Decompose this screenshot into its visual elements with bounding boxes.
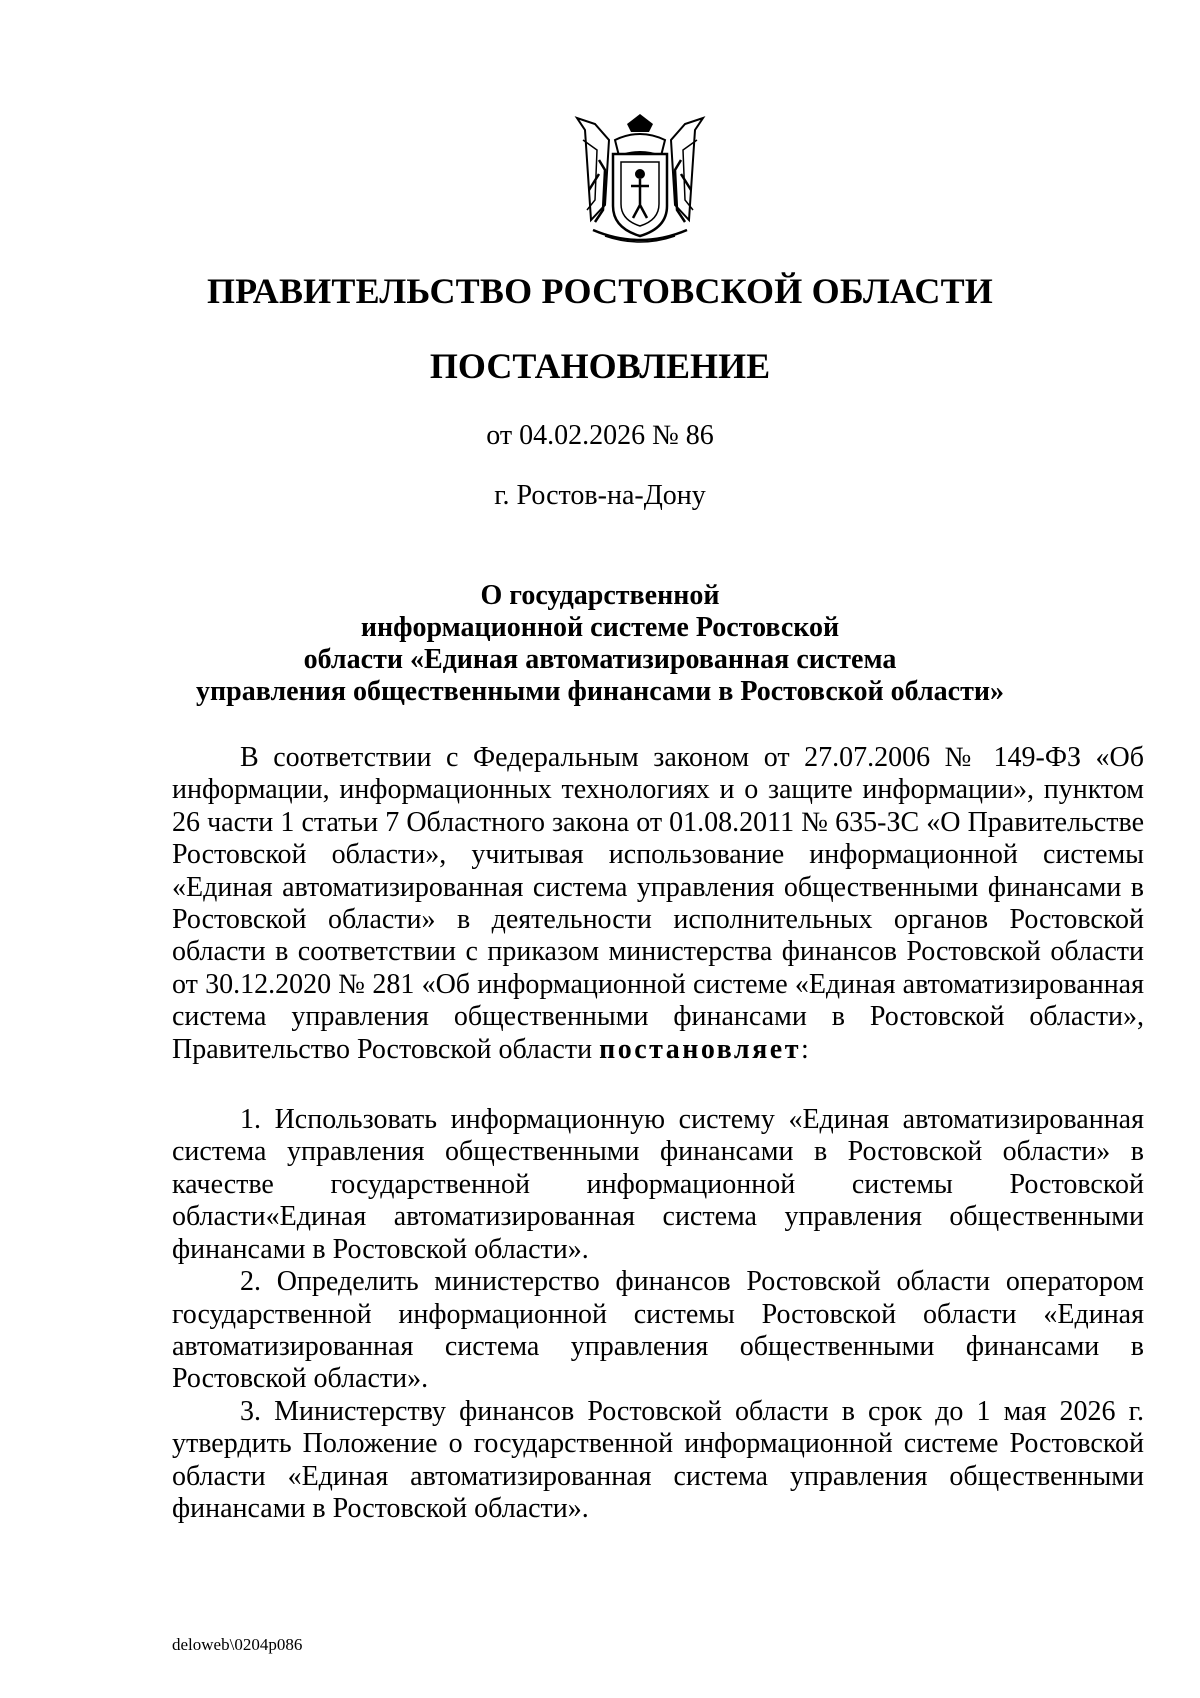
resolution-item: 2. Определить министерство финансов Ростовской области оператором государственной информационной системы Ростовской области «Единая автоматизированная система управления общественными финансами в Ростовской области».: [172, 1266, 1144, 1395]
resolution-item: 3. Министерству финансов Ростовской области в срок до 1 мая 2026 г. утвердить Положение о государственной информационной системе Ростовской области «Единая автоматизированная система управления общественными финансами в Ростовской области».: [172, 1395, 1144, 1524]
preamble-end: :: [800, 1033, 809, 1065]
document-body: [172, 742, 1144, 1525]
resolution-item: 1. Использовать информационную систему «Единая автоматизированная система управления общественными финансами в Ростовской области» в качестве государственной информационной системы Ростовской области«Единая автоматизированная система управления общественными финансами в Ростовской области».: [172, 1104, 1144, 1265]
document-date-number: от 04.02.2026 № 86: [486, 420, 714, 451]
file-reference: deloweb\0204p086: [172, 1635, 303, 1654]
document-type: ПОСТАНОВЛЕНИЕ: [429, 346, 771, 386]
subject-line: области «Единая автоматизированная система: [303, 644, 897, 675]
resolve-word: постановляет: [599, 1033, 801, 1065]
subject-line: информационной системе Ростовской: [360, 612, 840, 643]
coat-of-arms-icon: [565, 110, 715, 250]
subject-line: О государственной: [480, 580, 720, 611]
document-subject: [0, 580, 1200, 708]
document-city: г. Ростов-на-Дону: [494, 480, 706, 511]
government-title: ПРАВИТЕЛЬСТВО РОСТОВСКОЙ ОБЛАСТИ: [206, 271, 994, 311]
subject-line: управления общественными финансами в Ростовской области»: [196, 676, 1004, 707]
preamble-paragraph: [172, 742, 1144, 1066]
preamble-text: В соответствии с Федеральным законом от 27.07.2006 № 149-ФЗ «Об информации, информационных технологиях и о защите информации», пунктом 26 части 1 статьи 7 Областного закона от 01.08.2011 № 635-ЗС «О Правительстве Ростовской области», учитывая использование информационной системы «Единая автоматизированная система управления общественными финансами в Ростовской области» в деятельности исполнительных органов Ростовской области в соответствии с приказом министерства финансов Ростовской области от 30.12.2020 № 281 «Об информационной системе «Единая автоматизированная система управления общественными финансами в Ростовской области», Правительство Ростовской области: [172, 742, 1144, 1065]
paragraph-gap: [172, 1066, 1144, 1104]
